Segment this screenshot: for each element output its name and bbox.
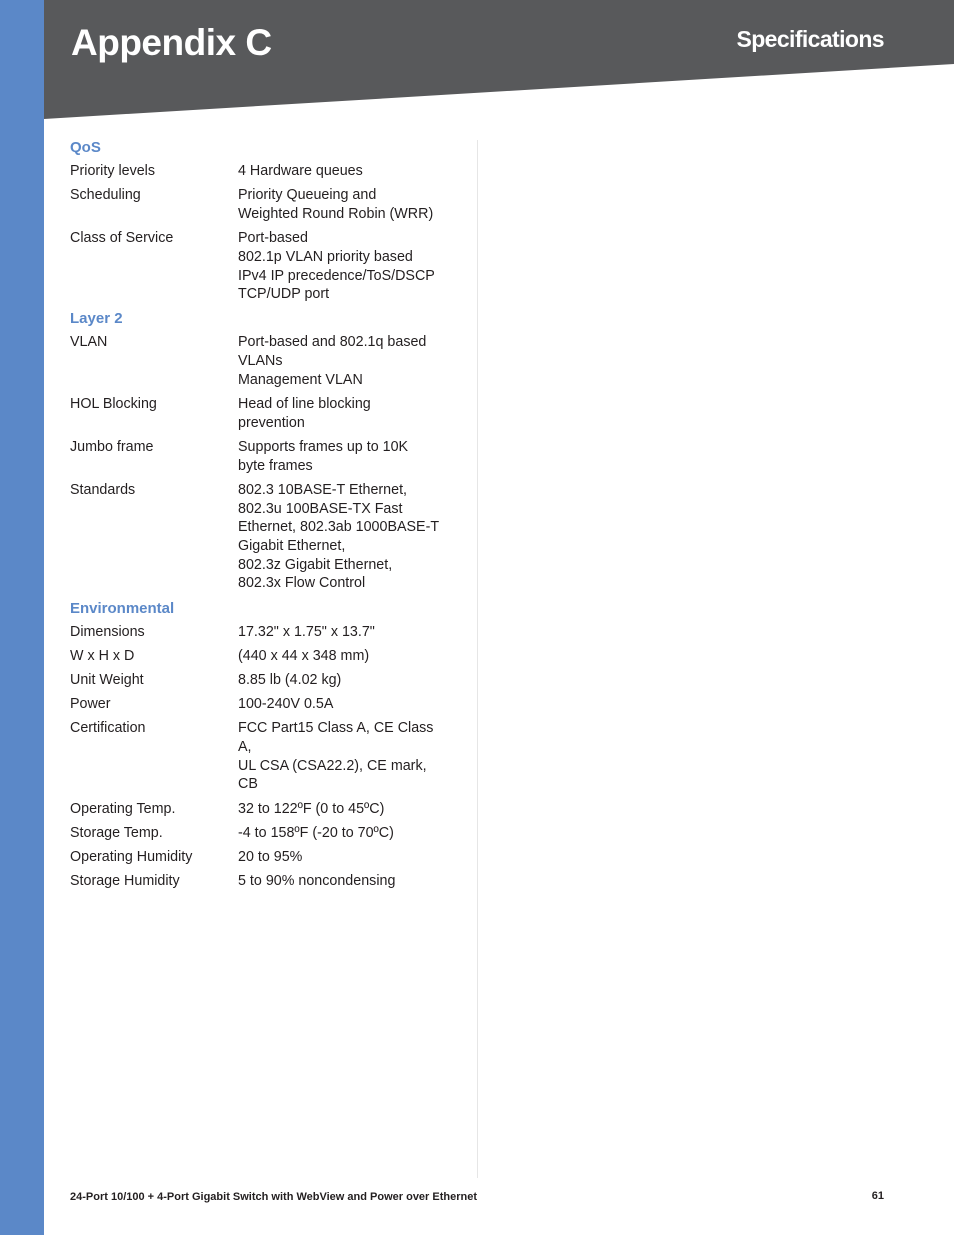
spec-label: Operating Temp. xyxy=(70,800,176,817)
spec-value: 32 to 122ºF (0 to 45ºC) xyxy=(238,800,385,817)
spec-content xyxy=(70,138,450,897)
spec-label: HOL Blocking xyxy=(70,396,157,413)
spec-row xyxy=(70,824,450,843)
spec-group xyxy=(70,138,450,304)
group-heading: Layer 2 xyxy=(70,310,123,328)
spec-value: Priority Queueing and Weighted Round Robin (WRR) xyxy=(238,187,434,222)
spec-label: Storage Humidity xyxy=(70,873,180,890)
spec-value: Port-based and 802.1q based VLANs Management VLAN xyxy=(238,334,427,388)
spec-row xyxy=(70,395,450,432)
spec-value: 802.3 10BASE-T Ethernet, 802.3u 100BASE-TX Fast Ethernet, 802.3ab 1000BASE-T Gigabit Ethernet, 802.3z Gigabit Ethernet, 802.3x Flow Control xyxy=(238,481,440,592)
spec-row xyxy=(70,481,450,593)
spec-row xyxy=(70,719,450,794)
spec-value: -4 to 158ºF (-20 to 70ºC) xyxy=(238,824,394,841)
spec-value: 5 to 90% noncondensing xyxy=(238,873,396,890)
spec-label: Storage Temp. xyxy=(70,824,163,841)
spec-label: Power xyxy=(70,696,111,713)
spec-row xyxy=(70,162,450,181)
section-title: Specifications xyxy=(736,26,884,52)
spec-label: Operating Humidity xyxy=(70,849,193,866)
spec-row xyxy=(70,695,450,714)
spec-row xyxy=(70,848,450,867)
spec-value: 17.32" x 1.75" x 13.7" xyxy=(238,623,375,640)
spec-value: (440 x 44 x 348 mm) xyxy=(238,647,370,664)
page-number: 61 xyxy=(871,1190,884,1202)
spec-row xyxy=(70,229,450,304)
spec-row xyxy=(70,671,450,690)
spec-value: 20 to 95% xyxy=(238,849,303,866)
footer-product-title: 24-Port 10/100 + 4-Port Gigabit Switch with WebView and Power over Ethernet xyxy=(70,1191,478,1203)
spec-label: W x H x D xyxy=(70,647,135,664)
spec-label: Priority levels xyxy=(70,163,156,179)
spec-label: Certification xyxy=(70,720,146,737)
spec-label: Dimensions xyxy=(70,623,145,640)
spec-label: Standards xyxy=(70,481,136,498)
chapter-title: Appendix C xyxy=(71,22,272,63)
spec-group xyxy=(70,599,450,891)
spec-row xyxy=(70,872,450,891)
spec-row xyxy=(70,647,450,666)
spec-row xyxy=(70,623,450,642)
spec-label: Unit Weight xyxy=(70,671,144,688)
group-heading: QoS xyxy=(70,139,101,156)
spec-label: Jumbo frame xyxy=(70,438,154,455)
spec-value: 4 Hardware queues xyxy=(238,163,363,179)
spec-value: Head of line blocking prevention xyxy=(238,396,371,431)
left-accent-bar xyxy=(0,0,44,1235)
spec-row xyxy=(70,438,450,475)
spec-value: Port-based 802.1p VLAN priority based IPv4 IP precedence/ToS/DSCP TCP/UDP port xyxy=(238,230,435,303)
spec-row xyxy=(70,186,450,223)
group-heading: Environmental xyxy=(70,599,175,617)
column-divider xyxy=(477,140,478,1178)
spec-label: Class of Service xyxy=(70,230,174,247)
spec-row xyxy=(70,333,450,389)
spec-value: Supports frames up to 10K byte frames xyxy=(238,438,409,474)
spec-value: 100-240V 0.5A xyxy=(238,696,334,713)
spec-label: Scheduling xyxy=(70,187,141,204)
spec-value: 8.85 lb (4.02 kg) xyxy=(238,671,342,688)
spec-value: FCC Part15 Class A, CE Class A, UL CSA (CSA22.2), CE mark, CB xyxy=(238,720,434,793)
spec-label: VLAN xyxy=(70,334,108,351)
spec-group xyxy=(70,309,450,593)
spec-row xyxy=(70,800,450,819)
